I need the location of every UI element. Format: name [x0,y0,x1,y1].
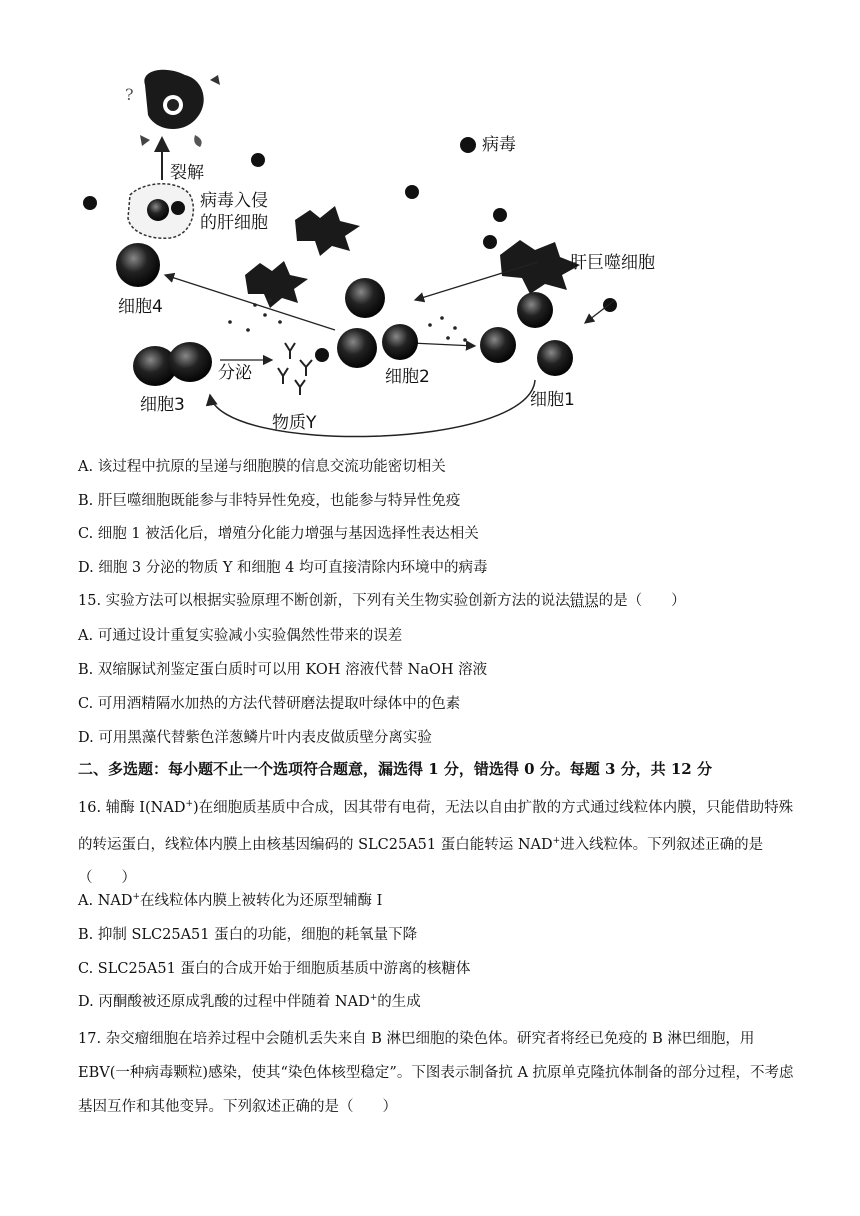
q16-stem: 16. 辅酶 I(NAD+)在细胞质基质中合成，因其带有电荷，无法以自由扩散的方式通过线粒体内膜，只能借助特殊的转运蛋白，线粒体内膜上由核基因编码的 SLC25A51 蛋白能转运 NAD+进入线粒体。下列叙述正确的是（ ） [78,799,794,886]
q15-option-c: C. 可用酒精隔水加热的方法代替研磨法提取叶绿体中的色素 [78,696,461,712]
immune-response-figure [70,60,730,450]
cell2-label: 细胞2 [385,367,430,387]
macrophage-icons [245,206,580,308]
q14-option-d: D. 细胞 3 分泌的物质 Y 和细胞 4 均可直接清除内环境中的病毒 [78,560,488,576]
infected-cell-label: 病毒入侵 [200,191,268,211]
cell3-icon [133,342,212,386]
cell1-label: 细胞1 [530,390,575,410]
virus-label: 病毒 [482,135,516,155]
cell4-icon [116,243,160,287]
q14-option-a: A. 该过程中抗原的呈递与细胞膜的信息交流功能密切相关 [78,459,446,475]
q16-option-b: B. 抑制 SLC25A51 蛋白的功能，细胞的耗氧量下降 [78,927,418,943]
q14-option-c: C. 细胞 1 被活化后，增殖分化能力增强与基因选择性表达相关 [78,526,479,542]
substance-y-label: 物质Y [272,413,317,433]
cell1-icons [480,292,573,376]
lysis-label: 裂解 [170,163,204,183]
q15-option-b: B. 双缩脲试剂鉴定蛋白质时可以用 KOH 溶液代替 NaOH 溶液 [78,662,488,678]
section-heading: 二、多选题：每小题不止一个选项符合题意，漏选得 1 分，错选得 0 分。每题 3 分，共 12 分 [78,760,712,778]
infected-cell-label-2: 的肝细胞 [200,213,268,233]
q16-option-c: C. SLC25A51 蛋白的合成开始于细胞质基质中游离的核糖体 [78,961,471,977]
macrophage-label: 肝巨噬细胞 [570,253,655,273]
q17-stem: 17. 杂交瘤细胞在培养过程中会随机丢失来自 B 淋巴细胞的染色体。研究者将经已免疫的 B 淋巴细胞，用 EBV(一种病毒颗粒)感染，使其“染色体核型稳定”。下图表示制备抗 A 抗原单克隆抗体制备的部分过程，不考虑基因互作和其他变异。下列叙述正确的是（ ） [78,1031,794,1115]
q14-option-b: B. 肝巨噬细胞既能参与非特异性免疫，也能参与特异性免疫 [78,493,461,509]
q16-option-d: D. 丙酮酸被还原成乳酸的过程中伴随着 NAD+的生成 [78,993,421,1010]
cell4-label: 细胞4 [118,297,163,317]
svg-text:?: ? [125,85,134,104]
q15-option-a: A. 可通过设计重复实验减小实验偶然性带来的误差 [78,628,403,644]
lysed-cell-icon [125,70,220,147]
q16-option-a: A. NAD+在线粒体内膜上被转化为还原型辅酶 I [78,892,383,909]
q15-stem: 15. 实验方法可以根据实验原理不断创新，下列有关生物实验创新方法的说法错误的是（ ） [78,593,686,609]
infected-liver-cell-icon [128,184,193,239]
q15-option-d: D. 可用黑藻代替紫色洋葱鳞片叶内表皮做质壁分离实验 [78,730,432,746]
antibody-icons [278,343,312,395]
secrete-label: 分泌 [218,363,252,383]
cell2-icons [337,278,418,368]
cell3-label: 细胞3 [140,395,185,415]
immune-diagram [70,60,730,450]
emphasis-word: 错误 [569,593,599,609]
